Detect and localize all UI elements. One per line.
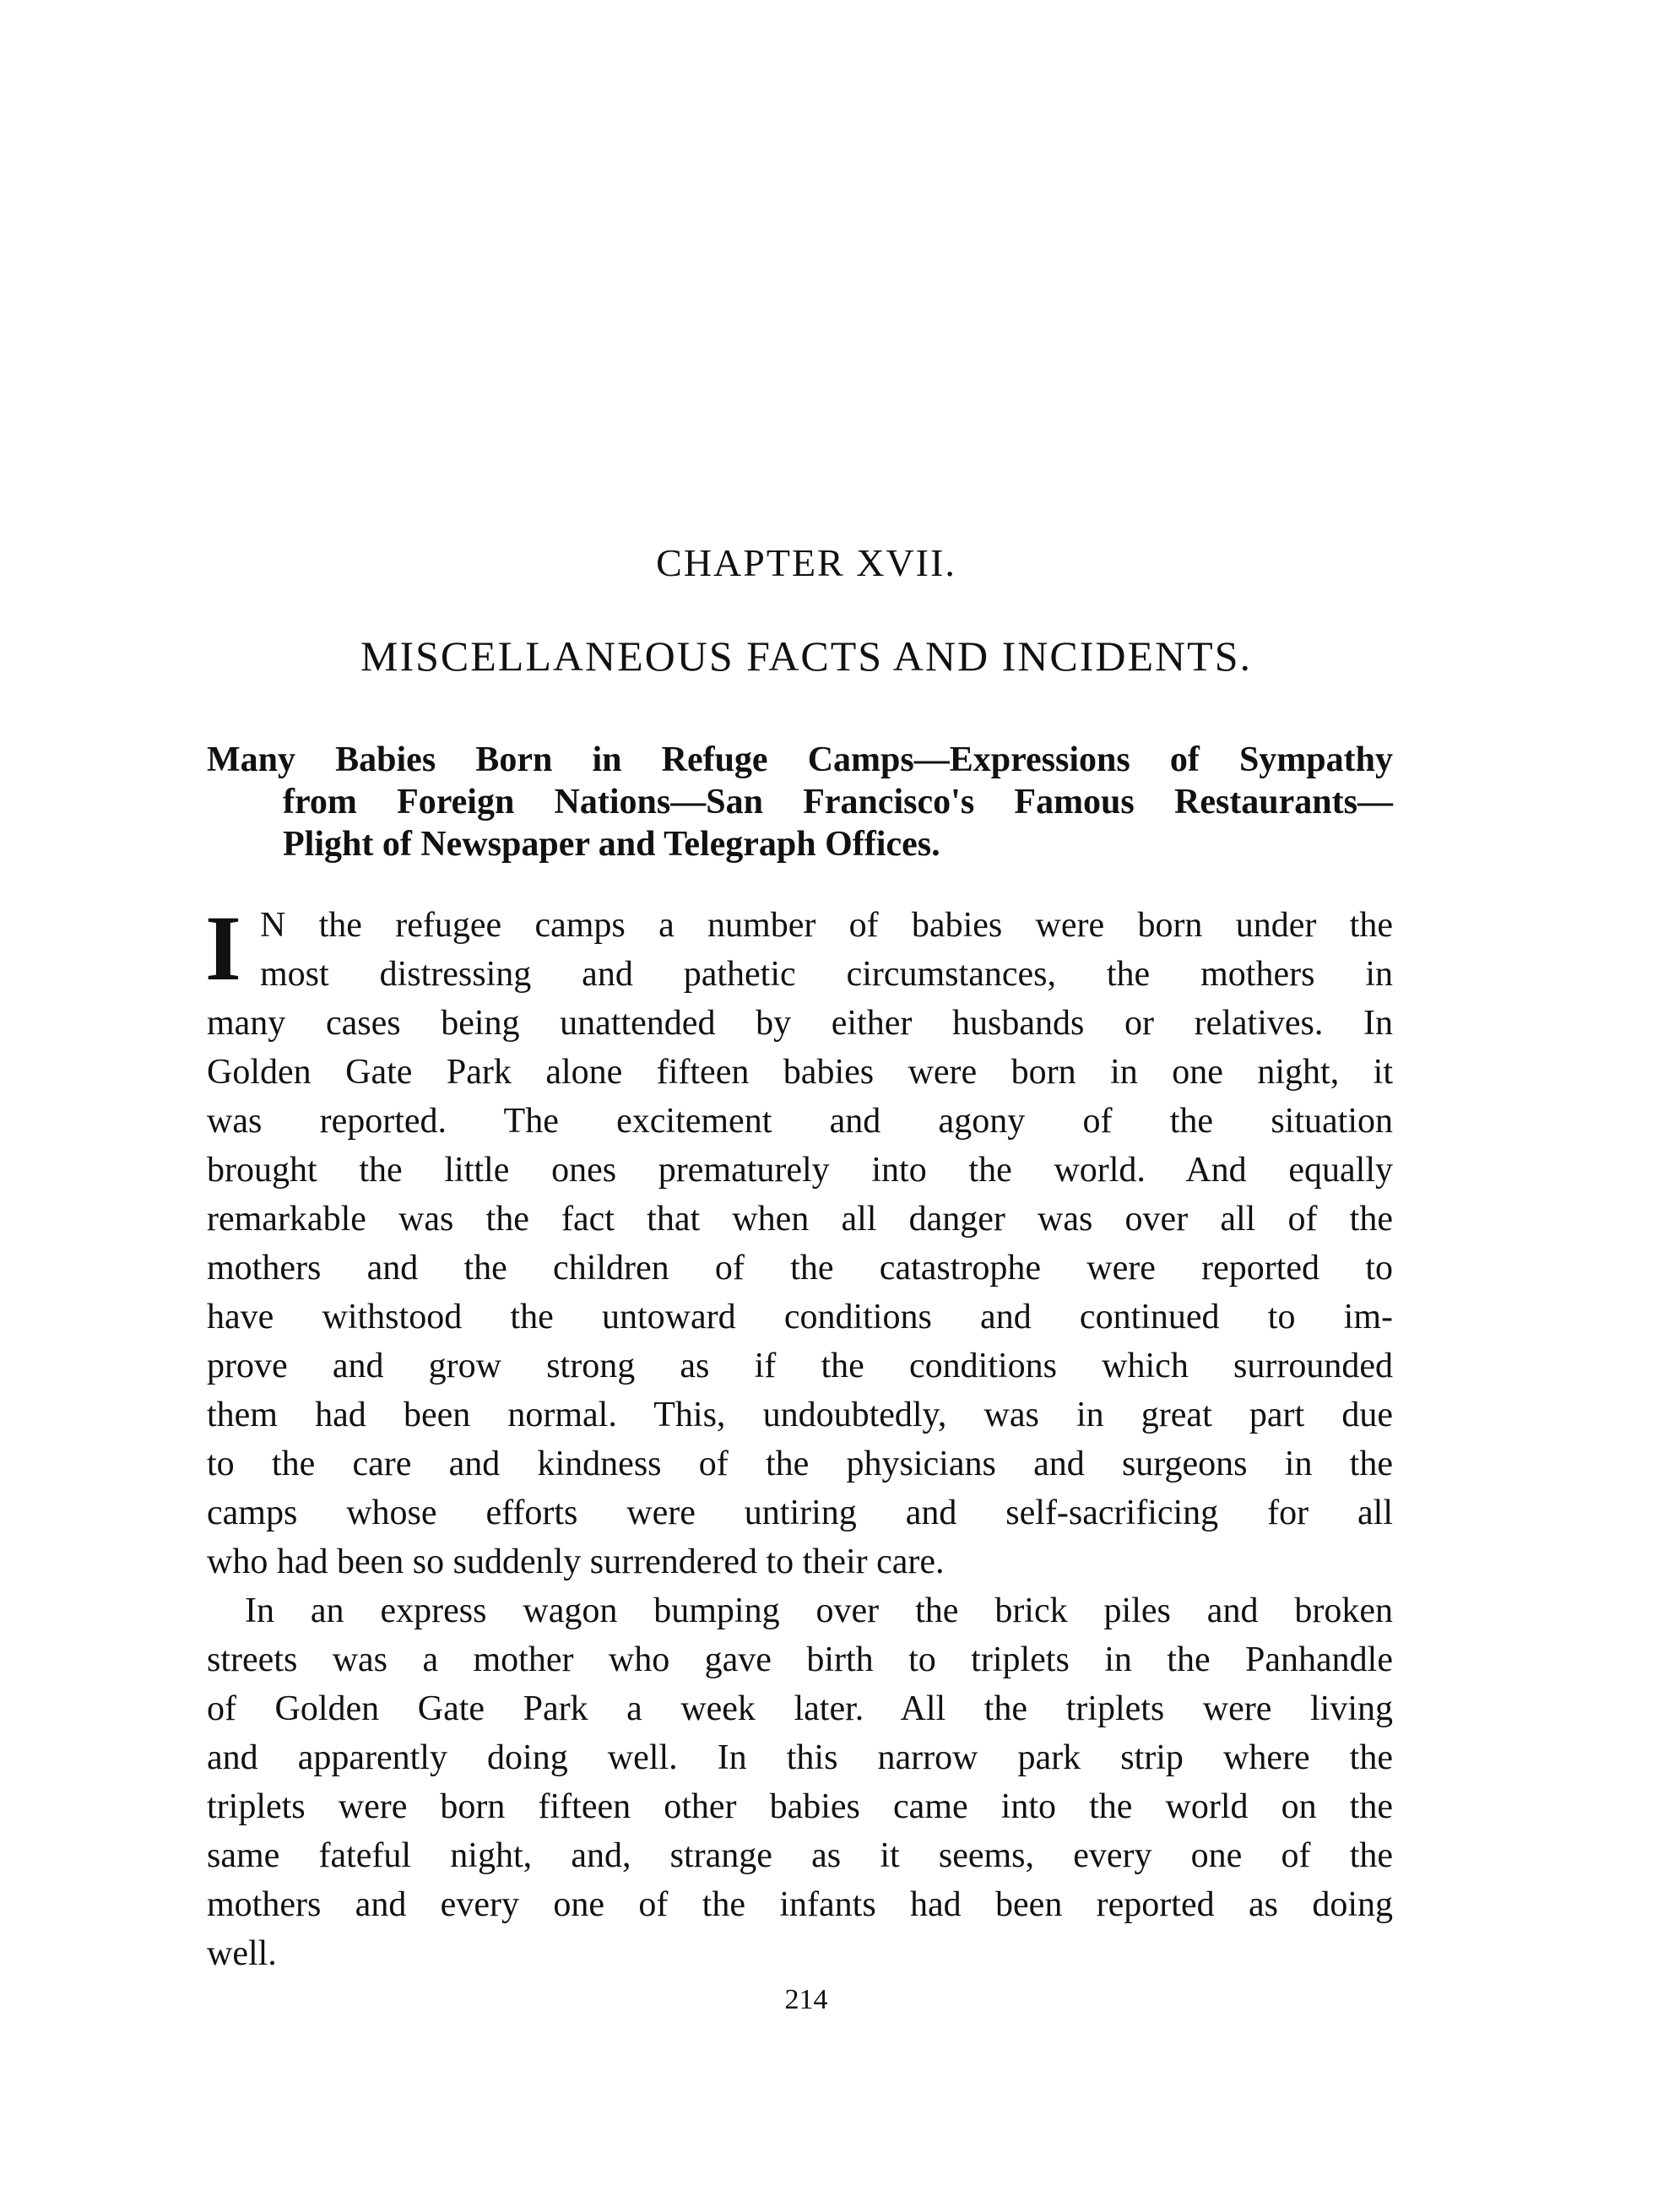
- chapter-title: MISCELLANEOUS FACTS AND INCIDENTS.: [360, 632, 1252, 680]
- drop-cap: I: [205, 897, 241, 1000]
- body-line: N the refugee camps a number of babies were born under the: [260, 906, 1393, 945]
- body-line: most distressing and pathetic circumstances, the mothers in: [260, 955, 1393, 994]
- body-line: many cases being unattended by either husbands or relatives. In: [207, 1004, 1393, 1043]
- body-line: was reported. The excitement and agony of the situation: [207, 1102, 1393, 1141]
- body-line: same fateful night, and, strange as it seems, every one of the: [207, 1836, 1393, 1875]
- body-line: prove and grow strong as if the conditions which surrounded: [207, 1347, 1393, 1385]
- body-line: who had been so suddenly surrendered to their care.: [207, 1542, 945, 1581]
- body-line: mothers and every one of the infants had been reported as doing: [207, 1885, 1393, 1924]
- synopsis-line: from Foreign Nations—San Francisco's Famous Restaurants—: [283, 783, 1393, 821]
- body-line: streets was a mother who gave birth to triplets in the Panhandle: [207, 1640, 1393, 1679]
- body-line: In an express wagon bumping over the brick piles and broken: [245, 1591, 1393, 1630]
- body-line: mothers and the children of the catastrophe were reported to: [207, 1249, 1393, 1288]
- body-line: them had been normal. This, undoubtedly, was in great part due: [207, 1396, 1393, 1434]
- body-line: have withstood the untoward conditions and continued to im-: [207, 1298, 1393, 1336]
- synopsis-line: Many Babies Born in Refuge Camps—Expressions of Sympathy: [207, 740, 1393, 779]
- synopsis-line: Plight of Newspaper and Telegraph Offices.: [283, 825, 940, 864]
- body-line: of Golden Gate Park a week later. All the triplets were living: [207, 1689, 1393, 1728]
- body-line: remarkable was the fact that when all danger was over all of the: [207, 1200, 1393, 1239]
- page-number: 214: [784, 1984, 828, 2015]
- body-line: and apparently doing well. In this narrow park strip where the: [207, 1738, 1393, 1777]
- body-line: to the care and kindness of the physicians and surgeons in the: [207, 1445, 1393, 1483]
- chapter-heading: CHAPTER XVII.: [656, 541, 956, 584]
- body-line: well.: [207, 1934, 277, 1973]
- body-line: brought the little ones prematurely into the world. And equally: [207, 1151, 1393, 1190]
- body-line: camps whose efforts were untiring and self-sacrificing for all: [207, 1494, 1393, 1532]
- body-line: triplets were born fifteen other babies came into the world on the: [207, 1787, 1393, 1826]
- body-line: Golden Gate Park alone fifteen babies were born in one night, it: [207, 1053, 1393, 1092]
